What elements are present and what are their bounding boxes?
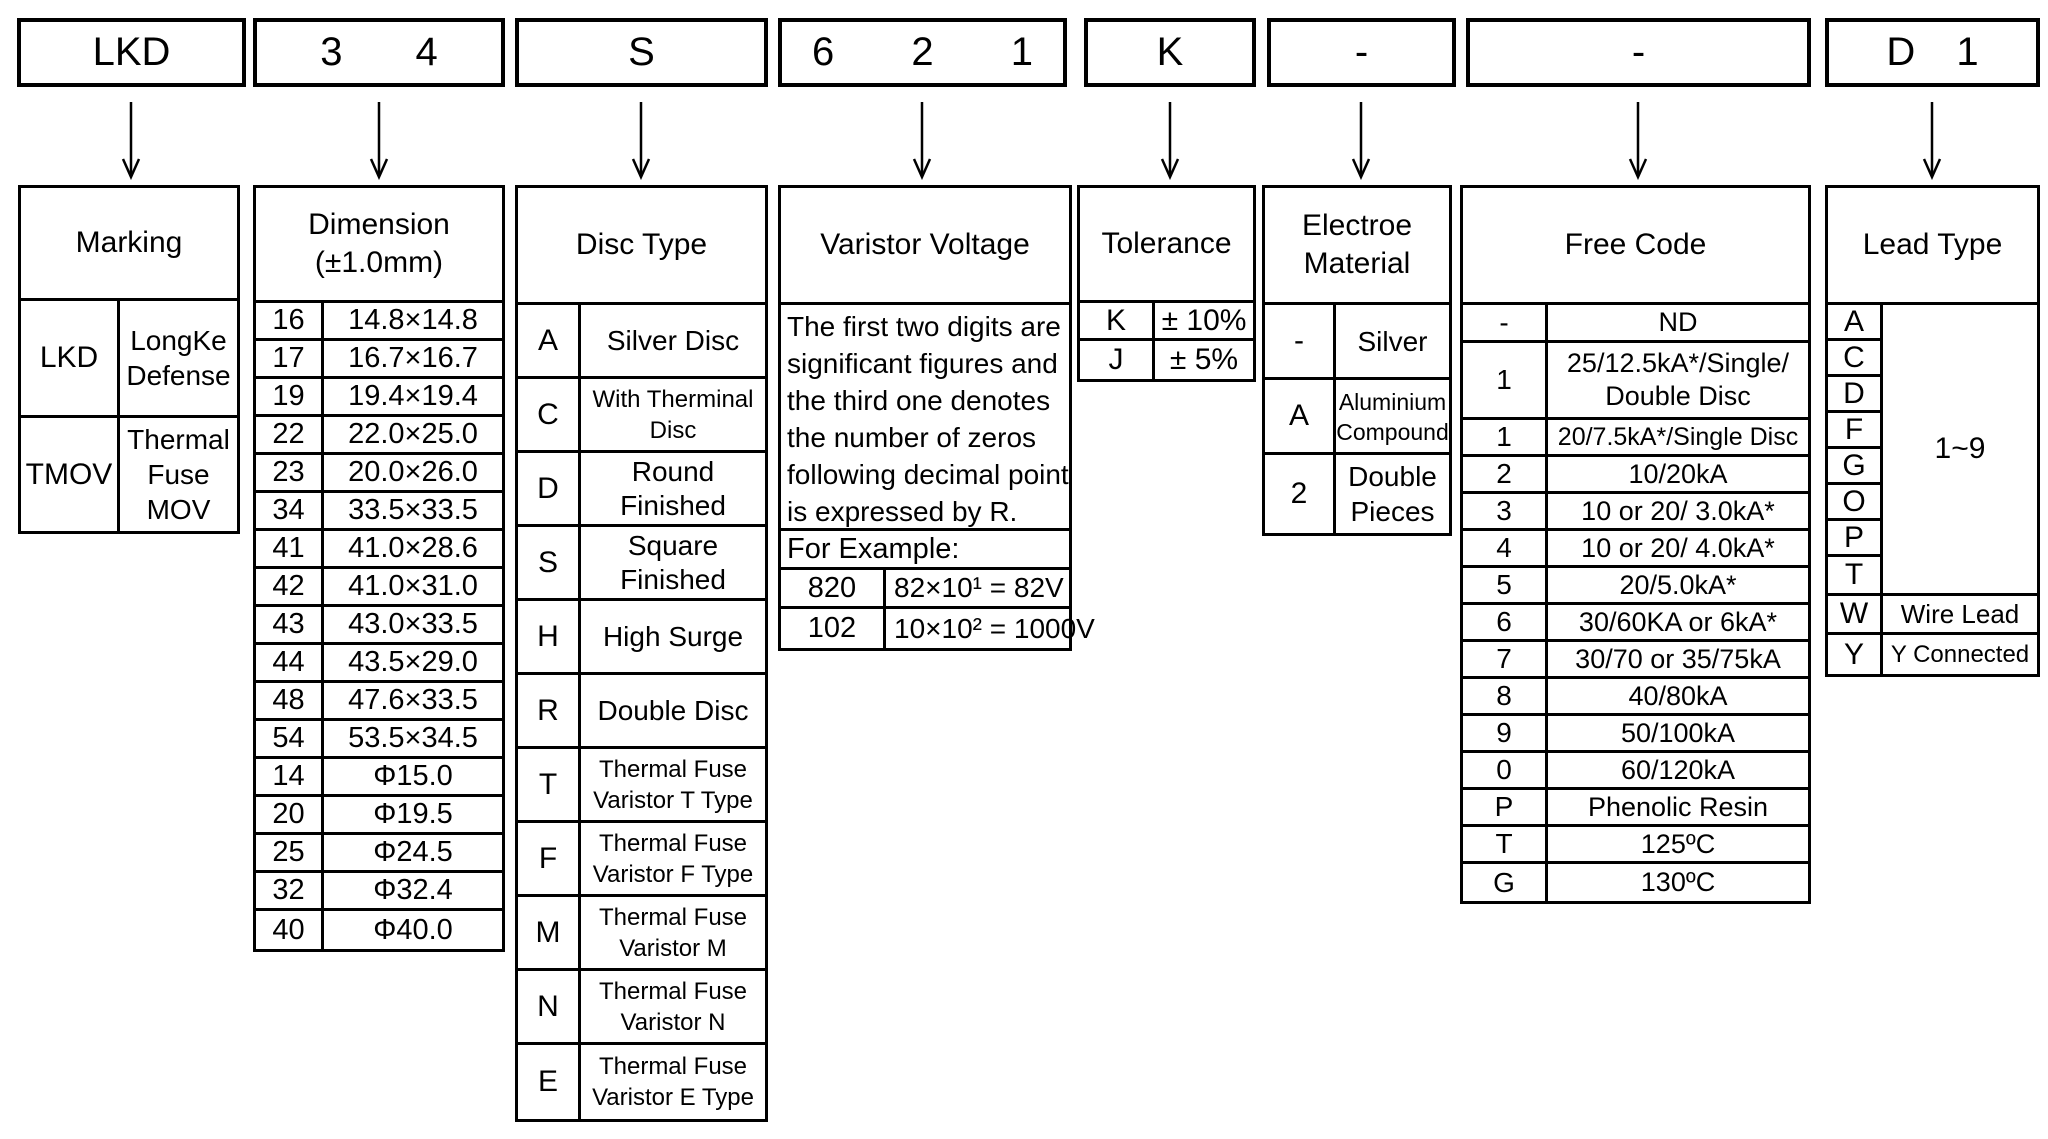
code-box-marking: [17, 18, 246, 87]
varistor-voltage-example-label: For Example:: [781, 531, 1069, 570]
varistor-voltage-example-value-cell: 10×10² = 1000V: [894, 612, 1095, 644]
varistor-voltage-note-line: The first two digits are: [787, 311, 1061, 342]
lead-type-table: [1825, 185, 2040, 677]
disc-type-code-cell: R: [518, 675, 581, 746]
disc-type-row: [518, 453, 765, 527]
varistor-voltage-note-line: is expressed by R.: [787, 496, 1018, 527]
lead-type-code-cell: W: [1828, 596, 1883, 632]
free-code-label-cell: 125ºC: [1640, 828, 1716, 859]
free-code-row: [1463, 531, 1808, 568]
free-code-label-cell: ND: [1658, 307, 1698, 337]
dimension-size-cell: 43.5×29.0: [348, 646, 478, 678]
free-code-row: [1463, 343, 1808, 420]
disc-type-label-cell: High Surge: [602, 620, 744, 652]
disc-type-code-cell: H: [518, 601, 581, 672]
code-marking: LKD: [92, 30, 171, 74]
free-code-label-cell: 10 or 20/ 3.0kA*: [1581, 495, 1775, 526]
dimension-code-cell: 16: [256, 303, 324, 338]
free-code-row: [1463, 457, 1808, 494]
free-code-label-cell: Phenolic Resin: [1587, 791, 1769, 822]
free-code-code-cell: 6: [1463, 605, 1548, 639]
free-code-code-cell: 7: [1463, 642, 1548, 676]
dimension-row: [256, 797, 502, 835]
down-arrow-icon: [1349, 100, 1373, 180]
free-code-code-cell: 1: [1463, 343, 1548, 417]
varistor-voltage-example-code-cell: 820: [781, 570, 886, 606]
lead-type-letter-cell: D: [1828, 377, 1880, 413]
code-lead-type: D 1: [1886, 30, 1979, 74]
lead-type-letter-column: [1828, 305, 1883, 593]
dimension-row: [256, 835, 502, 873]
code-box-disc-type: [515, 18, 768, 87]
electrode-material-row: [1265, 305, 1449, 380]
disc-type-label-cell: Round Finished: [620, 455, 726, 521]
free-code-table-header: Free Code: [1463, 188, 1808, 305]
dimension-row: [256, 759, 502, 797]
disc-type-code-cell: F: [518, 823, 581, 894]
disc-type-label-cell: Silver Disc: [606, 324, 740, 356]
tolerance-row: [1080, 303, 1253, 341]
dimension-title: Dimension: [308, 208, 450, 241]
free-code-code-cell: 5: [1463, 568, 1548, 602]
free-code-label-cell: 60/120kA: [1620, 754, 1736, 785]
dimension-size-cell: 41.0×28.6: [348, 532, 478, 564]
free-code-label-cell: 130ºC: [1640, 867, 1716, 897]
dimension-size-cell: 33.5×33.5: [348, 494, 478, 526]
electrode-material-label-cell: Double Pieces: [1348, 461, 1437, 527]
code-box-free-code: [1466, 18, 1811, 87]
marking-table: [18, 185, 240, 534]
down-arrow-icon: [1158, 100, 1182, 180]
disc-type-table-header: Disc Type: [518, 188, 765, 305]
dimension-code-cell: 19: [256, 379, 324, 414]
disc-type-row: [518, 823, 765, 897]
disc-type-code-cell: C: [518, 379, 581, 450]
marking-rows: [21, 301, 237, 531]
code-free-code: -: [1631, 30, 1646, 74]
varistor-voltage-note-line: the third one denotes: [787, 385, 1051, 416]
dimension-size-cell: 41.0×31.0: [348, 570, 478, 602]
free-code-label-cell: 30/60KA or 6kA*: [1578, 606, 1778, 637]
down-arrow-icon: [629, 100, 653, 180]
free-code-label-cell: 40/80kA: [1628, 680, 1728, 711]
dimension-row: [256, 379, 502, 417]
dimension-size-cell: Φ24.5: [373, 836, 453, 868]
free-code-row: [1463, 568, 1808, 605]
dimension-size-cell: 14.8×14.8: [348, 304, 478, 336]
tolerance-value-cell: ± 5%: [1169, 343, 1239, 376]
electrode-material-code-cell: -: [1265, 305, 1336, 377]
down-arrow-icon: [1626, 100, 1650, 180]
electrode-material-rows: [1265, 305, 1449, 533]
marking-row: [21, 301, 237, 418]
lead-type-label-cell: Wire Lead: [1900, 598, 2020, 629]
dimension-size-cell: 53.5×34.5: [348, 722, 478, 754]
lead-type-code-cell: Y: [1828, 635, 1883, 674]
disc-type-code-cell: T: [518, 749, 581, 820]
disc-type-label-cell: Thermal Fuse Varistor M: [598, 903, 748, 962]
lead-type-row: [1828, 635, 2037, 674]
lead-type-table-header: Lead Type: [1828, 188, 2037, 305]
free-code-rows: [1463, 305, 1808, 901]
varistor-voltage-example-code-cell: 102: [781, 609, 886, 648]
marking-row: [21, 418, 237, 531]
free-code-row: [1463, 864, 1808, 901]
varistor-voltage-note-line: following decimal point: [787, 459, 1069, 490]
dimension-size-cell: Φ32.4: [373, 874, 453, 906]
lead-type-letter-cell: A: [1828, 305, 1880, 341]
dimension-code-cell: 14: [256, 759, 324, 794]
free-code-label-cell: 20/7.5kA*/Single Disc: [1557, 422, 1799, 451]
lead-type-letter-cell: C: [1828, 341, 1880, 377]
disc-type-label-cell: With Therminal Disc: [592, 385, 754, 444]
free-code-code-cell: 8: [1463, 679, 1548, 713]
marking-label-cell: LongKe Defense: [126, 325, 231, 391]
disc-type-row: [518, 527, 765, 601]
dimension-code-cell: 40: [256, 911, 324, 949]
disc-type-row: [518, 675, 765, 749]
down-arrow-icon: [367, 100, 391, 180]
free-code-row: [1463, 605, 1808, 642]
varistor-voltage-table-header: Varistor Voltage: [781, 188, 1069, 305]
dimension-row: [256, 911, 502, 949]
disc-type-label-cell: Thermal Fuse Varistor F Type: [592, 829, 754, 888]
free-code-code-cell: 0: [1463, 753, 1548, 787]
varistor-voltage-examples: [781, 570, 1095, 648]
dimension-row: [256, 569, 502, 607]
lead-type-letter-cell: O: [1828, 485, 1880, 521]
marking-table-header: Marking: [21, 188, 237, 301]
free-code-row: [1463, 305, 1808, 343]
marking-code-cell: TMOV: [21, 418, 120, 531]
marking-code-cell: LKD: [21, 301, 120, 415]
disc-type-label-cell: Thermal Fuse Varistor T Type: [593, 755, 753, 814]
free-code-label-cell: 20/5.0kA*: [1619, 569, 1737, 600]
dimension-row: [256, 341, 502, 379]
code-varistor-voltage: 6 2 1: [812, 30, 1033, 74]
free-code-table: [1460, 185, 1811, 904]
free-code-row: [1463, 494, 1808, 531]
dimension-subtitle: (±1.0mm): [314, 246, 444, 279]
code-box-lead-type: [1825, 18, 2040, 87]
dimension-code-cell: 17: [256, 341, 324, 376]
free-code-code-cell: -: [1463, 305, 1548, 340]
marking-label-cell: Thermal Fuse MOV: [127, 424, 230, 525]
dimension-row: [256, 493, 502, 531]
code-dimension: 3 4: [320, 30, 438, 74]
varistor-voltage-note: [781, 305, 1069, 531]
dimension-size-cell: 22.0×25.0: [348, 418, 478, 450]
disc-type-row: [518, 379, 765, 453]
dimension-size-cell: Φ15.0: [373, 760, 453, 792]
tolerance-table-header: Tolerance: [1080, 188, 1253, 303]
tolerance-code-cell: J: [1080, 341, 1155, 379]
tolerance-code-cell: K: [1080, 303, 1155, 338]
free-code-code-cell: 2: [1463, 457, 1548, 491]
dimension-size-cell: 43.0×33.5: [348, 608, 478, 640]
dimension-row: [256, 417, 502, 455]
lead-type-grid: [1828, 305, 2037, 596]
dimension-code-cell: 22: [256, 417, 324, 452]
lead-type-range-cell: 1~9: [1934, 432, 1986, 465]
disc-type-code-cell: M: [518, 897, 581, 968]
dimension-size-cell: Φ40.0: [373, 913, 453, 946]
dimension-code-cell: 23: [256, 455, 324, 490]
dimension-row: [256, 607, 502, 645]
dimension-table-header: [256, 188, 502, 303]
dimension-row: [256, 721, 502, 759]
disc-type-label-cell: Square Finished: [620, 529, 726, 595]
lead-type-letter-cell: P: [1828, 521, 1880, 557]
dimension-code-cell: 44: [256, 645, 324, 680]
electrode-material-code-cell: 2: [1265, 455, 1336, 533]
varistor-voltage-note-line: significant figures and: [787, 348, 1058, 379]
disc-type-code-cell: D: [518, 453, 581, 524]
disc-type-code-cell: E: [518, 1045, 581, 1119]
free-code-code-cell: 3: [1463, 494, 1548, 528]
dimension-code-cell: 42: [256, 569, 324, 604]
dimension-row: [256, 683, 502, 721]
free-code-row: [1463, 827, 1808, 864]
free-code-label-cell: 25/12.5kA*/Single/ Double Disc: [1566, 348, 1790, 411]
code-box-tolerance: [1084, 18, 1256, 87]
varistor-voltage-table: [778, 185, 1095, 651]
free-code-code-cell: P: [1463, 790, 1548, 824]
dimension-row: [256, 455, 502, 493]
dimension-code-cell: 32: [256, 873, 324, 908]
disc-type-label-cell: Double Disc: [597, 694, 749, 726]
disc-type-row: [518, 601, 765, 675]
free-code-label-cell: 10/20kA: [1628, 458, 1728, 489]
code-box-varistor-voltage: [778, 18, 1067, 87]
free-code-code-cell: 1: [1463, 420, 1548, 454]
tolerance-row: [1080, 341, 1253, 379]
lead-type-letter-cell: F: [1828, 413, 1880, 449]
free-code-row: [1463, 716, 1808, 753]
free-code-label-cell: 50/100kA: [1620, 717, 1736, 748]
free-code-row: [1463, 420, 1808, 457]
dimension-row: [256, 531, 502, 569]
dimension-code-cell: 41: [256, 531, 324, 566]
varistor-voltage-note-line: the number of zeros: [787, 422, 1037, 453]
code-box-dimension: [253, 18, 505, 87]
code-tolerance: K: [1156, 30, 1184, 74]
lead-type-row: [1828, 596, 2037, 635]
electrode-material-code-cell: A: [1265, 380, 1336, 452]
dimension-row: [256, 645, 502, 683]
electrode-material-label-cell: Silver: [1357, 325, 1428, 357]
disc-type-row: [518, 971, 765, 1045]
down-arrow-icon: [1920, 100, 1944, 180]
disc-type-row: [518, 749, 765, 823]
free-code-label-cell: 10 or 20/ 4.0kA*: [1581, 532, 1775, 563]
down-arrow-icon: [119, 100, 143, 180]
dimension-code-cell: 20: [256, 797, 324, 832]
lead-type-letter-cell: G: [1828, 449, 1880, 485]
varistor-voltage-example-row: [781, 609, 1095, 648]
disc-type-row: [518, 305, 765, 379]
free-code-row: [1463, 642, 1808, 679]
lead-type-letter-cell: T: [1844, 558, 1864, 591]
disc-type-code-cell: N: [518, 971, 581, 1042]
dimension-code-cell: 54: [256, 721, 324, 756]
dimension-rows: [256, 303, 502, 949]
tolerance-table: [1077, 185, 1256, 382]
disc-type-row: [518, 897, 765, 971]
dimension-code-cell: 48: [256, 683, 324, 718]
disc-type-code-cell: S: [518, 527, 581, 598]
code-electrode-material: -: [1354, 30, 1369, 74]
dimension-size-cell: 16.7×16.7: [348, 342, 478, 374]
free-code-row: [1463, 790, 1808, 827]
electrode-material-table: [1262, 185, 1452, 536]
disc-type-rows: [518, 305, 765, 1119]
disc-type-table: [515, 185, 768, 1122]
varistor-voltage-example-value-cell: 82×10¹ = 82V: [894, 572, 1064, 603]
tolerance-rows: [1080, 303, 1253, 379]
electrode-material-row: [1265, 455, 1449, 533]
electrode-material-row: [1265, 380, 1449, 455]
dimension-size-cell: 19.4×19.4: [348, 380, 478, 412]
dimension-code-cell: 34: [256, 493, 324, 528]
tolerance-value-cell: ± 10%: [1161, 303, 1247, 337]
electrode-material-table-header: Electroe Material: [1265, 188, 1449, 305]
free-code-row: [1463, 753, 1808, 790]
disc-type-row: [518, 1045, 765, 1119]
varistor-voltage-example-row: [781, 570, 1069, 609]
free-code-label-cell: 30/70 or 35/75kA: [1575, 643, 1781, 674]
free-code-row: [1463, 679, 1808, 716]
free-code-code-cell: G: [1463, 864, 1548, 901]
lead-type-label-cell: Y Connected: [1890, 640, 2030, 668]
down-arrow-icon: [910, 100, 934, 180]
dimension-size-cell: 47.6×33.5: [348, 684, 478, 716]
disc-type-label-cell: Thermal Fuse Varistor N: [598, 977, 748, 1036]
lead-type-rows: [1828, 596, 2037, 674]
disc-type-label-cell: Thermal Fuse Varistor E Type: [592, 1053, 754, 1111]
code-box-electrode-material: [1267, 18, 1456, 87]
disc-type-code-cell: A: [518, 305, 581, 376]
dimension-table: [253, 185, 505, 952]
dimension-code-cell: 43: [256, 607, 324, 642]
dimension-row: [256, 303, 502, 341]
dimension-size-cell: Φ19.5: [373, 798, 453, 830]
dimension-code-cell: 25: [256, 835, 324, 870]
dimension-size-cell: 20.0×26.0: [348, 456, 478, 488]
free-code-code-cell: 4: [1463, 531, 1548, 565]
electrode-material-label-cell: Aluminium Compound: [1336, 389, 1449, 445]
code-disc-type: S: [628, 30, 655, 74]
free-code-code-cell: T: [1463, 827, 1548, 861]
free-code-code-cell: 9: [1463, 716, 1548, 750]
dimension-row: [256, 873, 502, 911]
